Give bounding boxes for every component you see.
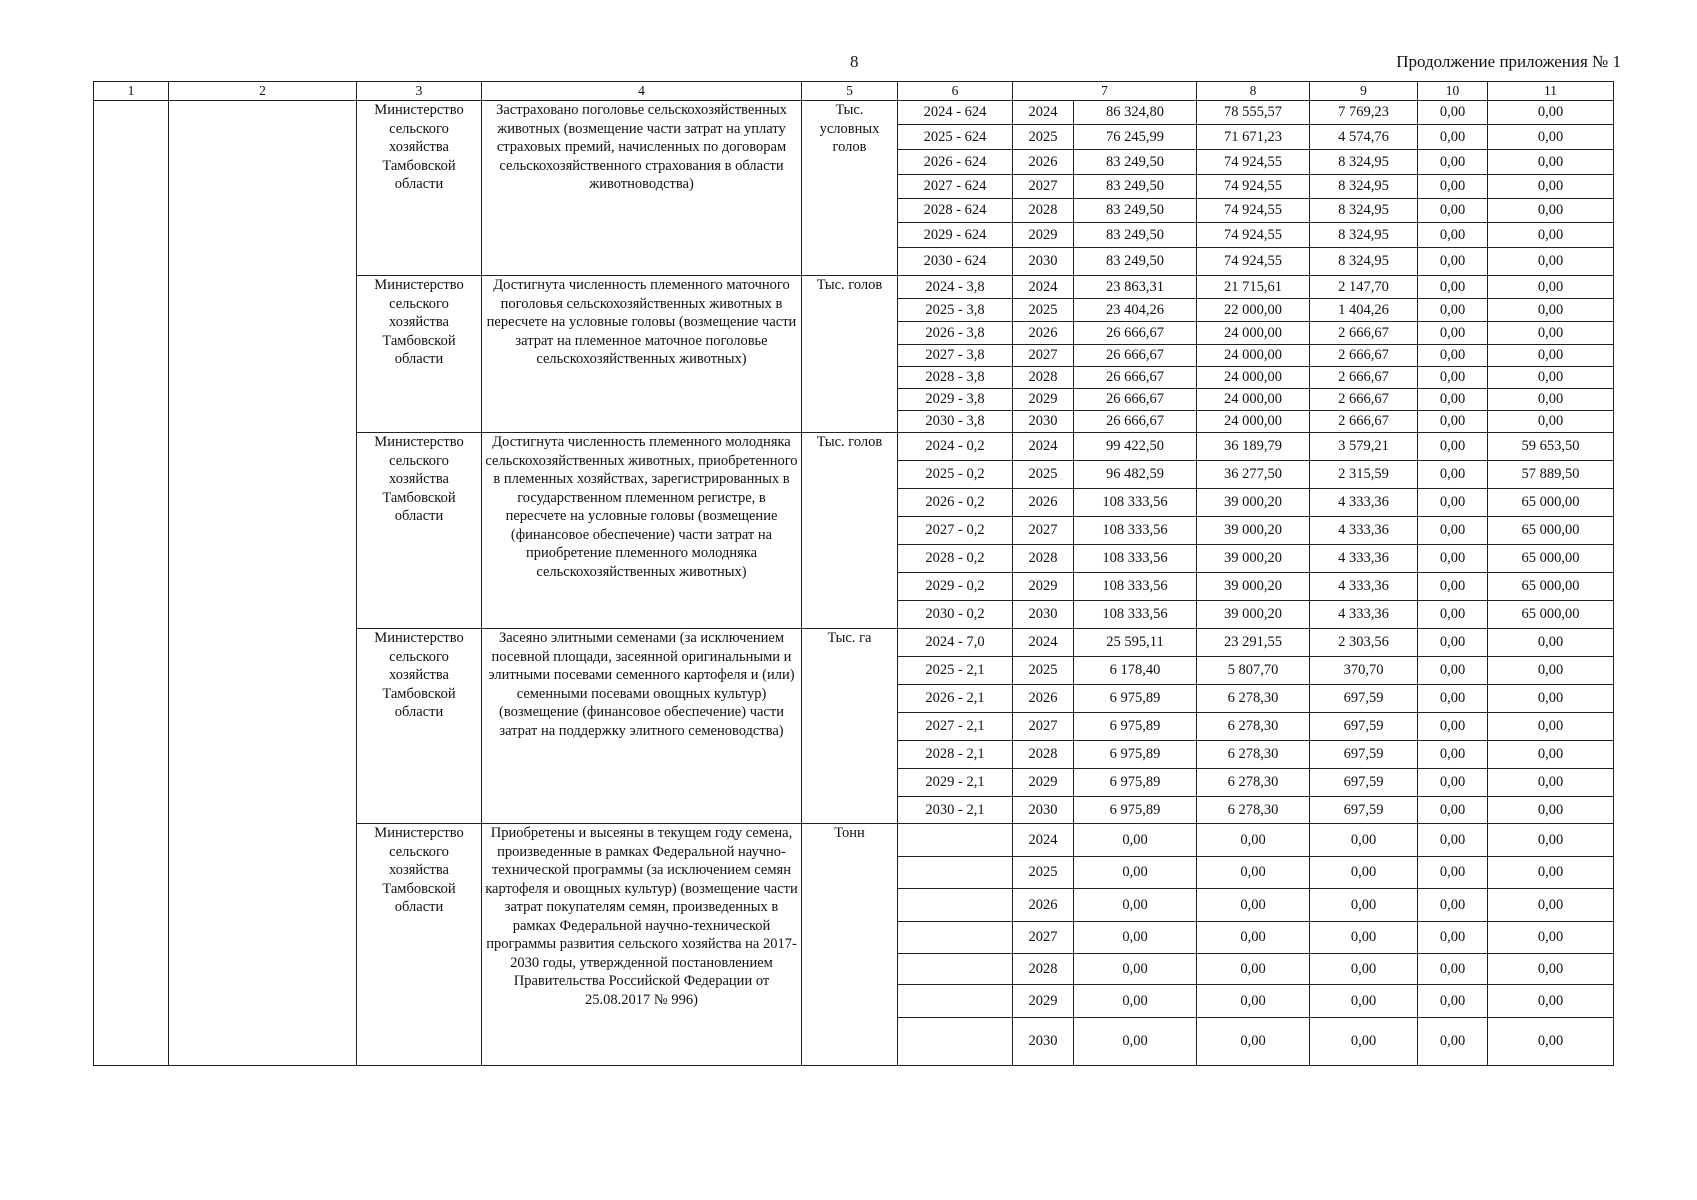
reg-cell: 3 579,21 — [1310, 433, 1418, 461]
reg-cell: 8 324,95 — [1310, 199, 1418, 223]
other-cell: 0,00 — [1488, 713, 1614, 741]
local-cell: 0,00 — [1418, 601, 1488, 629]
local-cell: 0,00 — [1418, 517, 1488, 545]
local-cell: 0,00 — [1418, 922, 1488, 954]
other-cell: 0,00 — [1488, 741, 1614, 769]
col-header-5: 5 — [802, 82, 898, 101]
target-cell: 2025 - 2,1 — [898, 657, 1013, 685]
other-cell: 0,00 — [1488, 223, 1614, 248]
reg-cell: 4 333,36 — [1310, 573, 1418, 601]
total-cell: 108 333,56 — [1074, 489, 1197, 517]
reg-cell: 2 147,70 — [1310, 276, 1418, 299]
total-cell: 83 249,50 — [1074, 150, 1197, 175]
header-row — [94, 82, 1614, 101]
year-cell: 2029 — [1013, 985, 1074, 1018]
year-cell: 2024 — [1013, 276, 1074, 299]
year-cell: 2030 — [1013, 248, 1074, 276]
other-cell: 0,00 — [1488, 889, 1614, 922]
target-cell: 2029 - 2,1 — [898, 769, 1013, 797]
other-cell: 65 000,00 — [1488, 489, 1614, 517]
local-cell: 0,00 — [1418, 713, 1488, 741]
fed-cell: 24 000,00 — [1197, 411, 1310, 433]
target-cell: 2027 - 2,1 — [898, 713, 1013, 741]
reg-cell: 697,59 — [1310, 769, 1418, 797]
total-cell: 26 666,67 — [1074, 367, 1197, 389]
reg-cell: 0,00 — [1310, 985, 1418, 1018]
year-cell: 2025 — [1013, 125, 1074, 150]
indicator-cell: Застраховано поголовье сельскохозяйственных животных (возмещение части затрат на уплату страховых премий, начисленных по договорам сельскохозяйственного страхования в области животноводства) — [482, 101, 802, 276]
fed-cell: 6 278,30 — [1197, 769, 1310, 797]
total-cell: 25 595,11 — [1074, 629, 1197, 657]
target-cell: 2029 - 624 — [898, 223, 1013, 248]
unit-cell: Тонн — [802, 824, 898, 1066]
other-cell: 0,00 — [1488, 367, 1614, 389]
target-cell: 2030 - 2,1 — [898, 797, 1013, 824]
local-cell: 0,00 — [1418, 985, 1488, 1018]
reg-cell: 8 324,95 — [1310, 150, 1418, 175]
total-cell: 26 666,67 — [1074, 389, 1197, 411]
other-cell: 0,00 — [1488, 922, 1614, 954]
fed-cell: 74 924,55 — [1197, 150, 1310, 175]
target-cell: 2030 - 0,2 — [898, 601, 1013, 629]
local-cell: 0,00 — [1418, 322, 1488, 345]
reg-cell: 0,00 — [1310, 1018, 1418, 1066]
other-cell: 0,00 — [1488, 299, 1614, 322]
fed-cell: 21 715,61 — [1197, 276, 1310, 299]
other-cell: 0,00 — [1488, 657, 1614, 685]
responsible-cell: Министерство сельского хозяйства Тамбовской области — [357, 629, 482, 824]
fed-cell: 74 924,55 — [1197, 199, 1310, 223]
table-row — [94, 101, 1614, 125]
year-cell: 2029 — [1013, 573, 1074, 601]
unit-cell: Тыс. га — [802, 629, 898, 824]
target-cell: 2024 - 3,8 — [898, 276, 1013, 299]
local-cell: 0,00 — [1418, 657, 1488, 685]
total-cell: 6 975,89 — [1074, 741, 1197, 769]
other-cell: 0,00 — [1488, 150, 1614, 175]
local-cell: 0,00 — [1418, 461, 1488, 489]
total-cell: 0,00 — [1074, 824, 1197, 857]
col-header-6: 6 — [898, 82, 1013, 101]
reg-cell: 697,59 — [1310, 797, 1418, 824]
fed-cell: 0,00 — [1197, 985, 1310, 1018]
total-cell: 83 249,50 — [1074, 175, 1197, 199]
responsible-cell: Министерство сельского хозяйства Тамбовской области — [357, 824, 482, 1066]
other-cell: 0,00 — [1488, 175, 1614, 199]
responsible-cell: Министерство сельского хозяйства Тамбовской области — [357, 433, 482, 629]
total-cell: 96 482,59 — [1074, 461, 1197, 489]
other-cell: 57 889,50 — [1488, 461, 1614, 489]
target-cell — [898, 889, 1013, 922]
reg-cell: 0,00 — [1310, 954, 1418, 985]
other-cell: 0,00 — [1488, 1018, 1614, 1066]
target-cell: 2025 - 0,2 — [898, 461, 1013, 489]
year-cell: 2028 — [1013, 199, 1074, 223]
fed-cell: 78 555,57 — [1197, 101, 1310, 125]
target-cell: 2028 - 624 — [898, 199, 1013, 223]
year-cell: 2027 — [1013, 345, 1074, 367]
fed-cell: 6 278,30 — [1197, 685, 1310, 713]
reg-cell: 4 574,76 — [1310, 125, 1418, 150]
table-body — [94, 101, 1614, 1066]
local-cell: 0,00 — [1418, 769, 1488, 797]
target-cell: 2029 - 3,8 — [898, 389, 1013, 411]
local-cell: 0,00 — [1418, 797, 1488, 824]
data-table — [93, 81, 1614, 1066]
reg-cell: 370,70 — [1310, 657, 1418, 685]
year-cell: 2025 — [1013, 657, 1074, 685]
col-header-4: 4 — [482, 82, 802, 101]
fed-cell: 24 000,00 — [1197, 389, 1310, 411]
reg-cell: 697,59 — [1310, 741, 1418, 769]
year-cell: 2026 — [1013, 489, 1074, 517]
target-cell — [898, 824, 1013, 857]
total-cell: 0,00 — [1074, 889, 1197, 922]
local-cell: 0,00 — [1418, 824, 1488, 857]
other-cell: 0,00 — [1488, 985, 1614, 1018]
target-cell — [898, 985, 1013, 1018]
reg-cell: 4 333,36 — [1310, 517, 1418, 545]
reg-cell: 0,00 — [1310, 889, 1418, 922]
total-cell: 0,00 — [1074, 985, 1197, 1018]
other-cell: 0,00 — [1488, 199, 1614, 223]
target-cell: 2025 - 3,8 — [898, 299, 1013, 322]
target-cell: 2030 - 3,8 — [898, 411, 1013, 433]
other-cell: 0,00 — [1488, 857, 1614, 889]
target-cell: 2024 - 7,0 — [898, 629, 1013, 657]
other-cell: 59 653,50 — [1488, 433, 1614, 461]
year-cell: 2024 — [1013, 101, 1074, 125]
local-cell: 0,00 — [1418, 367, 1488, 389]
indicator-cell: Достигнута численность племенного молодняка сельскохозяйственных животных, приобретенного в племенных хозяйствах, зарегистрированных в государственном племенном регистре, в пересчете на условные головы (возмещение (финансовое обеспечение) части затрат на приобретение племенного молодняка сельскохозяйственных животных) — [482, 433, 802, 629]
local-cell: 0,00 — [1418, 248, 1488, 276]
local-cell: 0,00 — [1418, 125, 1488, 150]
other-cell: 65 000,00 — [1488, 545, 1614, 573]
col-header-3: 3 — [357, 82, 482, 101]
total-cell: 6 975,89 — [1074, 685, 1197, 713]
local-cell: 0,00 — [1418, 276, 1488, 299]
target-cell: 2029 - 0,2 — [898, 573, 1013, 601]
total-cell: 108 333,56 — [1074, 545, 1197, 573]
year-cell: 2030 — [1013, 411, 1074, 433]
local-cell: 0,00 — [1418, 150, 1488, 175]
total-cell: 26 666,67 — [1074, 345, 1197, 367]
year-cell: 2029 — [1013, 769, 1074, 797]
year-cell: 2027 — [1013, 922, 1074, 954]
local-cell: 0,00 — [1418, 411, 1488, 433]
fed-cell: 24 000,00 — [1197, 322, 1310, 345]
total-cell: 0,00 — [1074, 857, 1197, 889]
local-cell: 0,00 — [1418, 954, 1488, 985]
total-cell: 108 333,56 — [1074, 601, 1197, 629]
local-cell: 0,00 — [1418, 857, 1488, 889]
total-cell: 0,00 — [1074, 954, 1197, 985]
reg-cell: 4 333,36 — [1310, 489, 1418, 517]
fed-cell: 24 000,00 — [1197, 367, 1310, 389]
total-cell: 76 245,99 — [1074, 125, 1197, 150]
unit-cell: Тыс. условных голов — [802, 101, 898, 276]
local-cell: 0,00 — [1418, 299, 1488, 322]
other-cell: 0,00 — [1488, 125, 1614, 150]
year-cell: 2024 — [1013, 629, 1074, 657]
total-cell: 0,00 — [1074, 1018, 1197, 1066]
year-cell: 2028 — [1013, 741, 1074, 769]
year-cell: 2029 — [1013, 223, 1074, 248]
total-cell: 23 404,26 — [1074, 299, 1197, 322]
target-cell: 2027 - 0,2 — [898, 517, 1013, 545]
local-cell: 0,00 — [1418, 573, 1488, 601]
local-cell: 0,00 — [1418, 685, 1488, 713]
other-cell: 0,00 — [1488, 629, 1614, 657]
fed-cell: 39 000,20 — [1197, 545, 1310, 573]
continuation-label: Продолжение приложения № 1 — [1396, 52, 1621, 71]
local-cell: 0,00 — [1418, 345, 1488, 367]
fed-cell: 74 924,55 — [1197, 223, 1310, 248]
fed-cell: 36 277,50 — [1197, 461, 1310, 489]
other-cell: 0,00 — [1488, 248, 1614, 276]
reg-cell: 2 666,67 — [1310, 322, 1418, 345]
year-cell: 2025 — [1013, 461, 1074, 489]
target-cell: 2026 - 2,1 — [898, 685, 1013, 713]
total-cell: 23 863,31 — [1074, 276, 1197, 299]
target-cell — [898, 857, 1013, 889]
fed-cell: 22 000,00 — [1197, 299, 1310, 322]
reg-cell: 0,00 — [1310, 824, 1418, 857]
target-cell: 2028 - 3,8 — [898, 367, 1013, 389]
reg-cell: 2 315,59 — [1310, 461, 1418, 489]
year-cell: 2030 — [1013, 601, 1074, 629]
reg-cell: 4 333,36 — [1310, 601, 1418, 629]
fed-cell: 0,00 — [1197, 1018, 1310, 1066]
other-cell: 0,00 — [1488, 345, 1614, 367]
local-cell: 0,00 — [1418, 741, 1488, 769]
fed-cell: 5 807,70 — [1197, 657, 1310, 685]
page-number: 8 — [850, 52, 859, 71]
fed-cell: 36 189,79 — [1197, 433, 1310, 461]
other-cell: 0,00 — [1488, 389, 1614, 411]
fed-cell: 0,00 — [1197, 922, 1310, 954]
reg-cell: 0,00 — [1310, 922, 1418, 954]
year-cell: 2024 — [1013, 433, 1074, 461]
total-cell: 86 324,80 — [1074, 101, 1197, 125]
local-cell: 0,00 — [1418, 223, 1488, 248]
local-cell: 0,00 — [1418, 889, 1488, 922]
responsible-cell: Министерство сельского хозяйства Тамбовской области — [357, 101, 482, 276]
fed-cell: 39 000,20 — [1197, 573, 1310, 601]
fed-cell: 39 000,20 — [1197, 517, 1310, 545]
target-cell: 2025 - 624 — [898, 125, 1013, 150]
target-cell: 2030 - 624 — [898, 248, 1013, 276]
other-cell: 65 000,00 — [1488, 573, 1614, 601]
reg-cell: 2 666,67 — [1310, 389, 1418, 411]
reg-cell: 2 303,56 — [1310, 629, 1418, 657]
reg-cell: 697,59 — [1310, 713, 1418, 741]
local-cell: 0,00 — [1418, 545, 1488, 573]
total-cell: 83 249,50 — [1074, 248, 1197, 276]
target-cell: 2028 - 0,2 — [898, 545, 1013, 573]
target-cell: 2026 - 3,8 — [898, 322, 1013, 345]
col1-blank-cell — [94, 101, 169, 1066]
col-header-10: 10 — [1418, 82, 1488, 101]
year-cell: 2027 — [1013, 175, 1074, 199]
total-cell: 99 422,50 — [1074, 433, 1197, 461]
fed-cell: 74 924,55 — [1197, 175, 1310, 199]
year-cell: 2027 — [1013, 713, 1074, 741]
target-cell: 2027 - 3,8 — [898, 345, 1013, 367]
fed-cell: 71 671,23 — [1197, 125, 1310, 150]
year-cell: 2026 — [1013, 889, 1074, 922]
fed-cell: 0,00 — [1197, 824, 1310, 857]
year-cell: 2025 — [1013, 299, 1074, 322]
total-cell: 6 975,89 — [1074, 769, 1197, 797]
reg-cell: 1 404,26 — [1310, 299, 1418, 322]
target-cell — [898, 922, 1013, 954]
total-cell: 6 975,89 — [1074, 797, 1197, 824]
other-cell: 65 000,00 — [1488, 601, 1614, 629]
indicator-cell: Приобретены и высеяны в текущем году семена, произведенные в рамках Федеральной научно-технической программы (за исключением семян картофеля и овощных культур) (возмещение части затрат покупателям семян, произведенных в рамках Федеральной научно-технической программы развития сельского хозяйства на 2017-2030 годы, утвержденной постановлением Правительства Российской Федерации от 25.08.2017 № 996) — [482, 824, 802, 1066]
fed-cell: 0,00 — [1197, 954, 1310, 985]
total-cell: 0,00 — [1074, 922, 1197, 954]
col-header-7: 7 — [1013, 82, 1197, 101]
local-cell: 0,00 — [1418, 1018, 1488, 1066]
total-cell: 83 249,50 — [1074, 199, 1197, 223]
other-cell: 0,00 — [1488, 797, 1614, 824]
fed-cell: 6 278,30 — [1197, 713, 1310, 741]
reg-cell: 8 324,95 — [1310, 223, 1418, 248]
target-cell: 2024 - 624 — [898, 101, 1013, 125]
responsible-cell: Министерство сельского хозяйства Тамбовской области — [357, 276, 482, 433]
col-header-11: 11 — [1488, 82, 1614, 101]
year-cell: 2026 — [1013, 150, 1074, 175]
unit-cell: Тыс. голов — [802, 433, 898, 629]
col-header-9: 9 — [1310, 82, 1418, 101]
local-cell: 0,00 — [1418, 433, 1488, 461]
reg-cell: 8 324,95 — [1310, 248, 1418, 276]
other-cell: 65 000,00 — [1488, 517, 1614, 545]
reg-cell: 2 666,67 — [1310, 411, 1418, 433]
year-cell: 2025 — [1013, 857, 1074, 889]
other-cell: 0,00 — [1488, 322, 1614, 345]
other-cell: 0,00 — [1488, 954, 1614, 985]
fed-cell: 23 291,55 — [1197, 629, 1310, 657]
reg-cell: 2 666,67 — [1310, 367, 1418, 389]
fed-cell: 24 000,00 — [1197, 345, 1310, 367]
target-cell: 2028 - 2,1 — [898, 741, 1013, 769]
target-cell: 2026 - 624 — [898, 150, 1013, 175]
year-cell: 2030 — [1013, 1018, 1074, 1066]
local-cell: 0,00 — [1418, 389, 1488, 411]
year-cell: 2028 — [1013, 545, 1074, 573]
col2-blank-cell — [169, 101, 357, 1066]
other-cell: 0,00 — [1488, 276, 1614, 299]
year-cell: 2030 — [1013, 797, 1074, 824]
fed-cell: 0,00 — [1197, 857, 1310, 889]
target-cell — [898, 1018, 1013, 1066]
total-cell: 108 333,56 — [1074, 517, 1197, 545]
col-header-2: 2 — [169, 82, 357, 101]
reg-cell: 697,59 — [1310, 685, 1418, 713]
indicator-cell: Достигнута численность племенного маточного поголовья сельскохозяйственных животных в пересчете на условные головы (возмещение части затрат на племенное маточное поголовье сельскохозяйственных животных) — [482, 276, 802, 433]
total-cell: 108 333,56 — [1074, 573, 1197, 601]
fed-cell: 39 000,20 — [1197, 489, 1310, 517]
local-cell: 0,00 — [1418, 199, 1488, 223]
fed-cell: 6 278,30 — [1197, 797, 1310, 824]
year-cell: 2027 — [1013, 517, 1074, 545]
other-cell: 0,00 — [1488, 824, 1614, 857]
year-cell: 2029 — [1013, 389, 1074, 411]
total-cell: 26 666,67 — [1074, 411, 1197, 433]
other-cell: 0,00 — [1488, 101, 1614, 125]
total-cell: 6 178,40 — [1074, 657, 1197, 685]
fed-cell: 6 278,30 — [1197, 741, 1310, 769]
target-cell: 2026 - 0,2 — [898, 489, 1013, 517]
fed-cell: 0,00 — [1197, 889, 1310, 922]
year-cell: 2026 — [1013, 322, 1074, 345]
other-cell: 0,00 — [1488, 685, 1614, 713]
reg-cell: 0,00 — [1310, 857, 1418, 889]
total-cell: 83 249,50 — [1074, 223, 1197, 248]
other-cell: 0,00 — [1488, 769, 1614, 797]
target-cell: 2024 - 0,2 — [898, 433, 1013, 461]
year-cell: 2028 — [1013, 954, 1074, 985]
year-cell: 2028 — [1013, 367, 1074, 389]
year-cell: 2024 — [1013, 824, 1074, 857]
total-cell: 6 975,89 — [1074, 713, 1197, 741]
local-cell: 0,00 — [1418, 629, 1488, 657]
total-cell: 26 666,67 — [1074, 322, 1197, 345]
fed-cell: 39 000,20 — [1197, 601, 1310, 629]
col-header-8: 8 — [1197, 82, 1310, 101]
local-cell: 0,00 — [1418, 175, 1488, 199]
target-cell — [898, 954, 1013, 985]
target-cell: 2027 - 624 — [898, 175, 1013, 199]
unit-cell: Тыс. голов — [802, 276, 898, 433]
col-header-1: 1 — [94, 82, 169, 101]
year-cell: 2026 — [1013, 685, 1074, 713]
other-cell: 0,00 — [1488, 411, 1614, 433]
local-cell: 0,00 — [1418, 489, 1488, 517]
reg-cell: 4 333,36 — [1310, 545, 1418, 573]
indicator-cell: Засеяно элитными семенами (за исключением посевной площади, засеянной оригинальными и элитными посевами семенного картофеля и (или) семенными посевами овощных культур) (возмещение (финансовое обеспечение) части затрат на поддержку элитного семеноводства) — [482, 629, 802, 824]
reg-cell: 8 324,95 — [1310, 175, 1418, 199]
reg-cell: 7 769,23 — [1310, 101, 1418, 125]
reg-cell: 2 666,67 — [1310, 345, 1418, 367]
local-cell: 0,00 — [1418, 101, 1488, 125]
fed-cell: 74 924,55 — [1197, 248, 1310, 276]
